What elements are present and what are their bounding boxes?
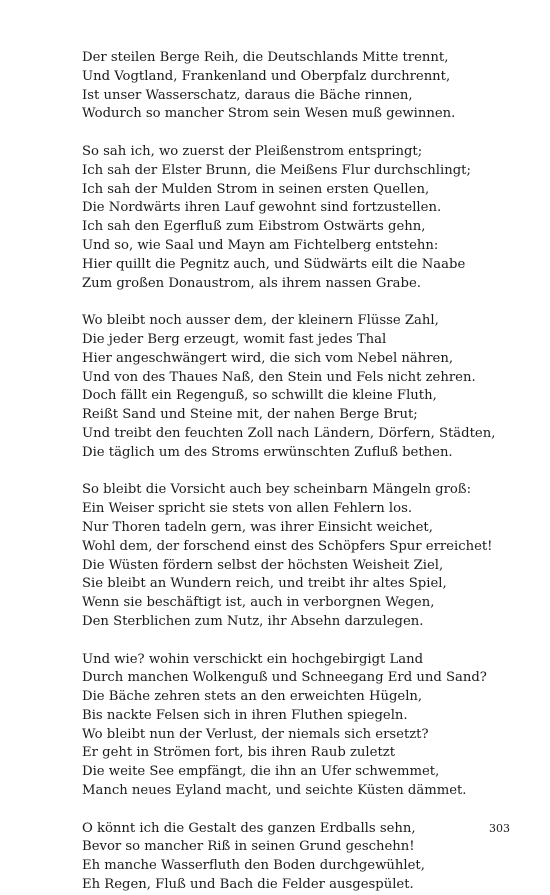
verse-line: Die Nordwärts ihren Lauf gewohnt sind fortzustellen. [82,200,442,216]
verse-line: Sie bleibt an Wundern reich, und treibt ihr altes Spiel, [82,576,447,592]
verse-line: Wohl dem, der forschend einst des Schöpfers Spur erreichet! [82,538,493,554]
verse-line: Ich sah den Egerfluß zum Eibstrom Ostwärts gehn, [82,219,426,235]
verse-line: Die täglich um des Stroms erwünschten Zufluß bethen. [82,444,453,460]
verse-line: Ein Weiser spricht sie stets von allen Fehlern los. [82,501,413,517]
stanza [82,312,532,462]
stanza [82,820,532,895]
verse-line: Hier angeschwängert wird, die sich vom Nebel nähren, [82,350,454,366]
verse-line: Hier quillt die Pegnitz auch, und Südwärts eilt die Naabe [82,256,466,272]
verse-line: Die Bäche zehren stets an den erweichten Hügeln, [82,689,423,705]
verse-line: Und wie? wohin verschickt ein hochgebirgigt Land [82,651,424,667]
verse-line: Und von des Thaues Naß, den Stein und Fels nicht zehren. [82,369,476,385]
verse-line: Die jeder Berg erzeugt, womit fast jedes Thal [82,331,387,347]
verse-line: Eh Regen, Fluß und Bach die Felder ausgespület. [82,877,414,893]
verse-line: Er geht in Strömen fort, bis ihren Raub zuletzt [82,745,395,761]
verse-line: So bleibt die Vorsicht auch bey scheinbarn Mängeln groß: [82,482,472,498]
verse-line: Ist unser Wasserschatz, daraus die Bäche rinnen, [82,87,413,103]
page-number: 303 [489,822,510,835]
verse-line: Wo bleibt noch ausser dem, der kleinern Flüsse Zahl, [82,313,439,329]
verse-line: Bis nackte Felsen sich in ihren Fluthen spiegeln. [82,707,408,723]
verse-line: Ich sah der Elster Brunn, die Meißens Flur durchschlingt; [82,162,471,178]
verse-line: Zum großen Donaustrom, als ihrem nassen Grabe. [82,275,421,291]
stanza [82,481,532,631]
verse-line: Doch fällt ein Regenguß, so schwillt die kleine Fluth, [82,388,437,404]
verse-line: Den Sterblichen zum Nutz, ihr Absehn darzulegen. [82,613,424,629]
verse-line: So sah ich, wo zuerst der Pleißenstrom entspringt; [82,143,423,159]
verse-line: Die weite See empfängt, die ihn an Ufer schwemmet, [82,764,440,780]
verse-line: Der steilen Berge Reih, die Deutschlands Mitte trennt, [82,50,449,65]
verse-line: Bevor so mancher Riß in seinen Grund geschehn! [82,839,415,855]
verse-line: Manch neues Eyland macht, und seichte Küsten dämmet. [82,783,467,799]
verse-line: Wenn sie beschäftigt ist, auch in verborgnen Wegen, [82,595,435,611]
verse-line: Eh manche Wasserfluth den Boden durchgewühlet, [82,858,425,874]
stanza [82,651,532,801]
verse-line: Wo bleibt nun der Verlust, der niemals sich ersetzt? [82,726,429,742]
stanza [82,143,532,293]
verse-line: Ich sah der Mulden Strom in seinen ersten Quellen, [82,181,430,197]
verse-line: Die Wüsten fördern selbst der höchsten Weisheit Ziel, [82,557,444,573]
stanza [82,49,532,124]
verse-line: Durch manchen Wolkenguß und Schneegang Erd und Sand? [82,670,487,686]
verse-line: Reißt Sand und Steine mit, der nahen Berge Brut; [82,407,418,423]
verse-line: Nur Thoren tadeln gern, was ihrer Einsicht weichet, [82,519,433,535]
verse-line: Wodurch so mancher Strom sein Wesen muß gewinnen. [82,106,456,122]
poem-text [82,49,532,895]
verse-line: O könnt ich die Gestalt des ganzen Erdballs sehn, [82,820,416,836]
verse-line: Und so, wie Saal und Mayn am Fichtelberg entstehn: [82,237,439,253]
verse-line: Und Vogtland, Frankenland und Oberpfalz durchrennt, [82,68,451,84]
verse-line: Und treibt den feuchten Zoll nach Ländern, Dörfern, Städten, [82,425,496,441]
